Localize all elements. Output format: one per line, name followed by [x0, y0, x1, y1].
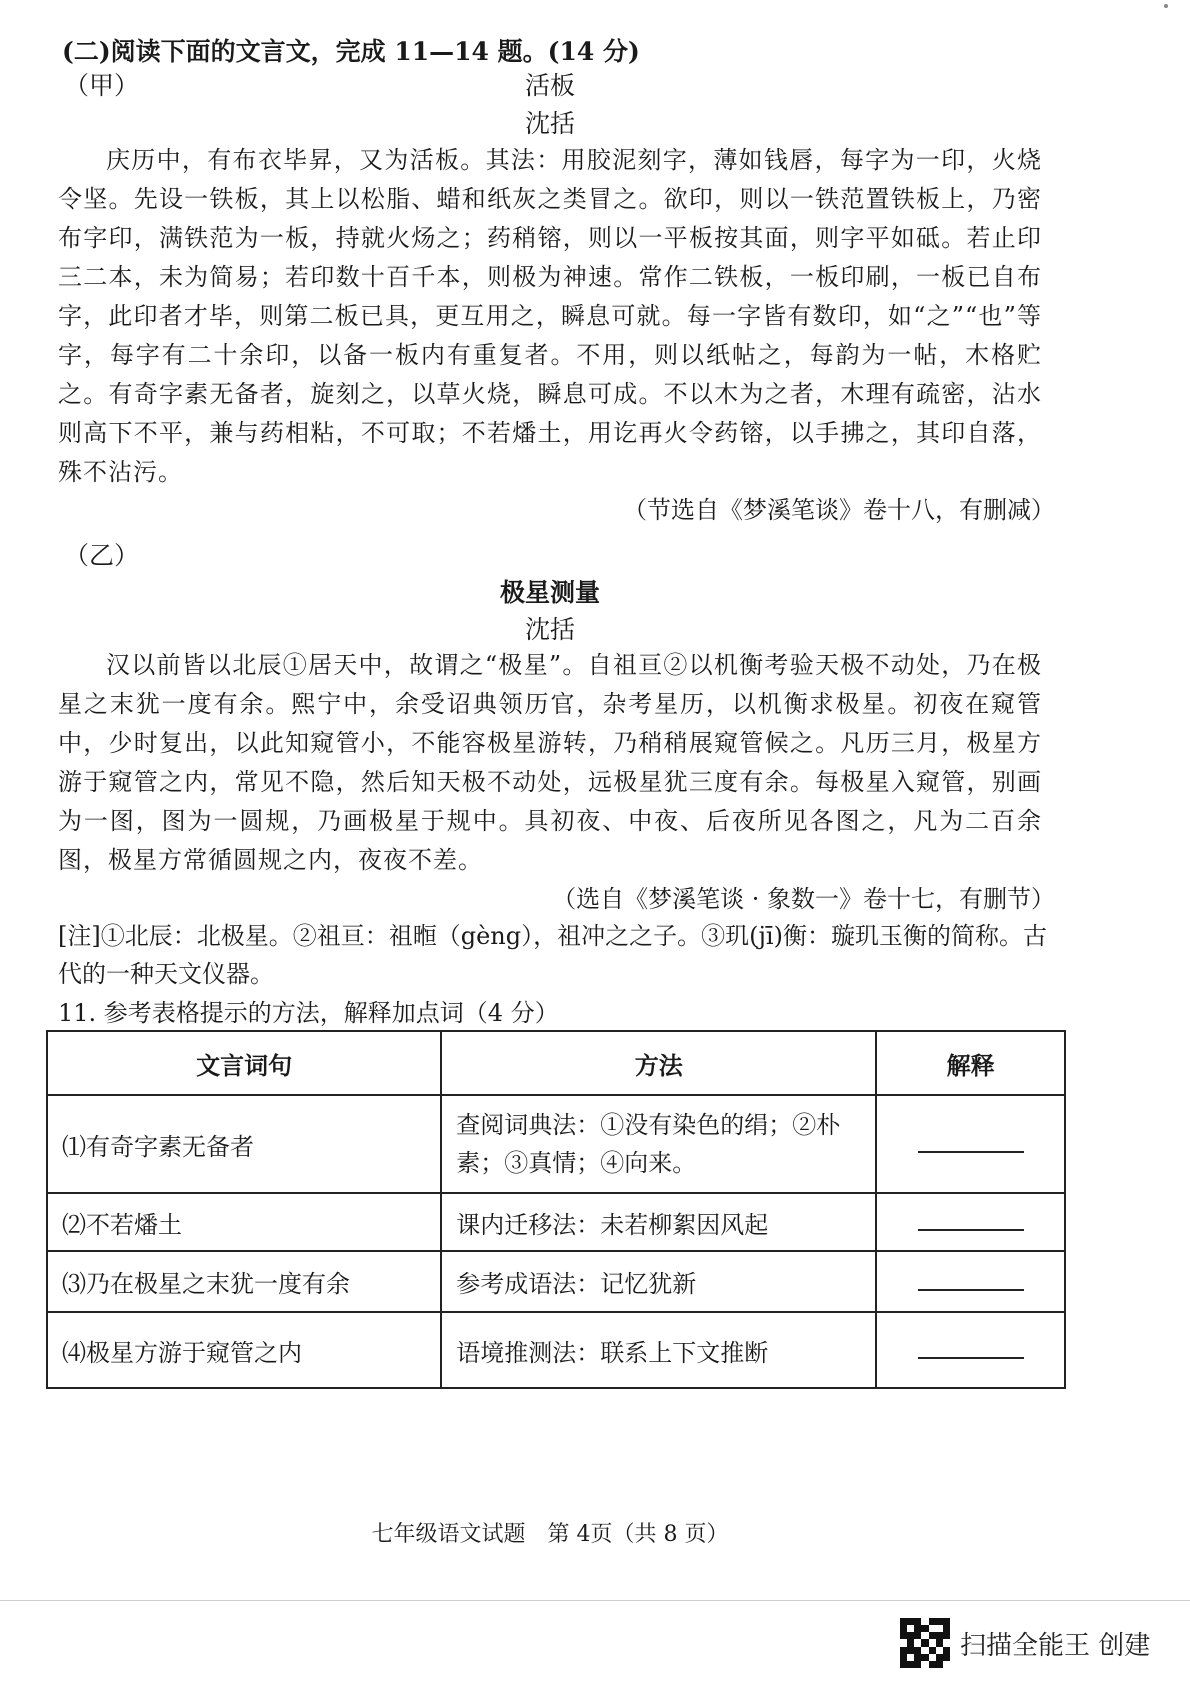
passage-a-body — [58, 141, 1042, 492]
table-row — [47, 1193, 1065, 1251]
page-footer: 七年级语文试题 第 4页（共 8 页） — [371, 1522, 729, 1547]
answer-cell — [876, 1312, 1065, 1388]
row-method: 查阅词典法：①没有染色的绢；②朴素；③真情；④向来。 — [441, 1095, 876, 1193]
answer-cell — [876, 1095, 1065, 1193]
row-method: 课内迁移法：未若柳絮因风起 — [441, 1193, 876, 1251]
row-sentence: ⑵不若燔土 — [47, 1193, 441, 1251]
row-method: 语境推测法：联系上下文推断 — [441, 1312, 876, 1388]
passage-b-note: [注]①北辰：北极星。②祖亘：祖暅（gèng），祖冲之之子。③玑(jī)衡：璇玑玉衡的简称。古代的一种天文仪器。 — [58, 922, 1047, 988]
row-sentence: ⑷极星方游于窥管之内 — [47, 1312, 441, 1388]
table-row — [47, 1312, 1065, 1388]
header-answer: 解释 — [876, 1031, 1065, 1095]
corner-dot — [1164, 4, 1168, 8]
passage-a-text: 庆历中，有布衣毕昇，又为活板。其法：用胶泥刻字，薄如钱唇，每字为一印，火烧令坚。先设一铁板，其上以松脂、蜡和纸灰之类冒之。欲印，则以一铁范置铁板上，乃密布字印，满铁范为一板，持就火炀之；药稍镕，则以一平板按其面，则字平如砥。若止印三二本，未为简易；若印数十百千本，则极为神速。常作二铁板，一板印刷，一板已自布字，此印者才毕，则第二板已具，更互用之，瞬息可就。每一字皆有数印，如“之”“也”等字，每字有二十余印，以备一板内有重复者。不用，则以纸帖之，每韵为一帖，木格贮之。有奇字素无备者，旋刻之，以草火烧，瞬息可成。不以木为之者，木理有疏密，沾水则高下不平，兼与药相粘，不可取；不若燔土，用讫再火令药镕，以手拂之，其印自落，殊不沾污。 — [58, 146, 1042, 486]
answer-blank[interactable] — [918, 1267, 1024, 1291]
answer-cell — [876, 1193, 1065, 1251]
header-method: 方法 — [441, 1031, 876, 1095]
passage-b-title: 极星测量 — [499, 578, 600, 607]
passage-b-author: 沈括 — [524, 615, 575, 644]
passage-a-title: 活板 — [524, 71, 575, 100]
answer-blank[interactable] — [918, 1129, 1024, 1153]
table-row — [47, 1095, 1065, 1193]
answer-cell — [876, 1251, 1065, 1312]
question-11-prompt: 11. 参考表格提示的方法，解释加点词（4 分） — [58, 999, 559, 1027]
passage-b-source: （选自《梦溪笔谈 · 象数一》卷十七，有删节） — [552, 885, 1055, 913]
table-header-row — [47, 1031, 1065, 1095]
passage-a-source: （节选自《梦溪笔谈》卷十八，有删减） — [623, 496, 1055, 524]
answer-blank[interactable] — [918, 1207, 1024, 1231]
qr-code-icon — [900, 1618, 950, 1668]
method-table — [46, 1030, 1066, 1389]
passage-b-tag: （乙） — [64, 541, 140, 570]
scan-divider — [0, 1600, 1190, 1601]
header-sentence: 文言词句 — [47, 1031, 441, 1095]
row-method: 参考成语法：记忆犹新 — [441, 1251, 876, 1312]
section-heading: (二)阅读下面的文言文，完成 11—14 题。(14 分) — [62, 37, 640, 66]
row-sentence: ⑶乃在极星之末犹一度有余 — [47, 1251, 441, 1312]
scanner-watermark — [900, 1618, 1150, 1668]
passage-b-body — [58, 646, 1042, 880]
answer-blank[interactable] — [918, 1335, 1024, 1359]
row-sentence: ⑴有奇字素无备者 — [47, 1095, 441, 1193]
scanner-watermark-text: 扫描全能王 创建 — [960, 1630, 1151, 1661]
passage-b-text: 汉以前皆以北辰①居天中，故谓之“极星”。自祖亘②以机衡考验天极不动处，乃在极星之末犹一度有余。熙宁中，余受诏典领历官，杂考星历，以机衡求极星。初夜在窥管中，少时复出，以此知窥管小，不能容极星游转，乃稍稍展窥管候之。凡历三月，极星方游于窥管之内，常见不隐，然后知天极不动处，远极星犹三度有余。每极星入窥管，别画为一图，图为一圆规，乃画极星于规中。具初夜、中夜、后夜所见各图之，凡为二百余图，极星方常循圆规之内，夜夜不差。 — [58, 651, 1042, 874]
table-row — [47, 1251, 1065, 1312]
passage-a-author: 沈括 — [524, 109, 575, 138]
passage-a-tag: （甲） — [64, 71, 140, 100]
